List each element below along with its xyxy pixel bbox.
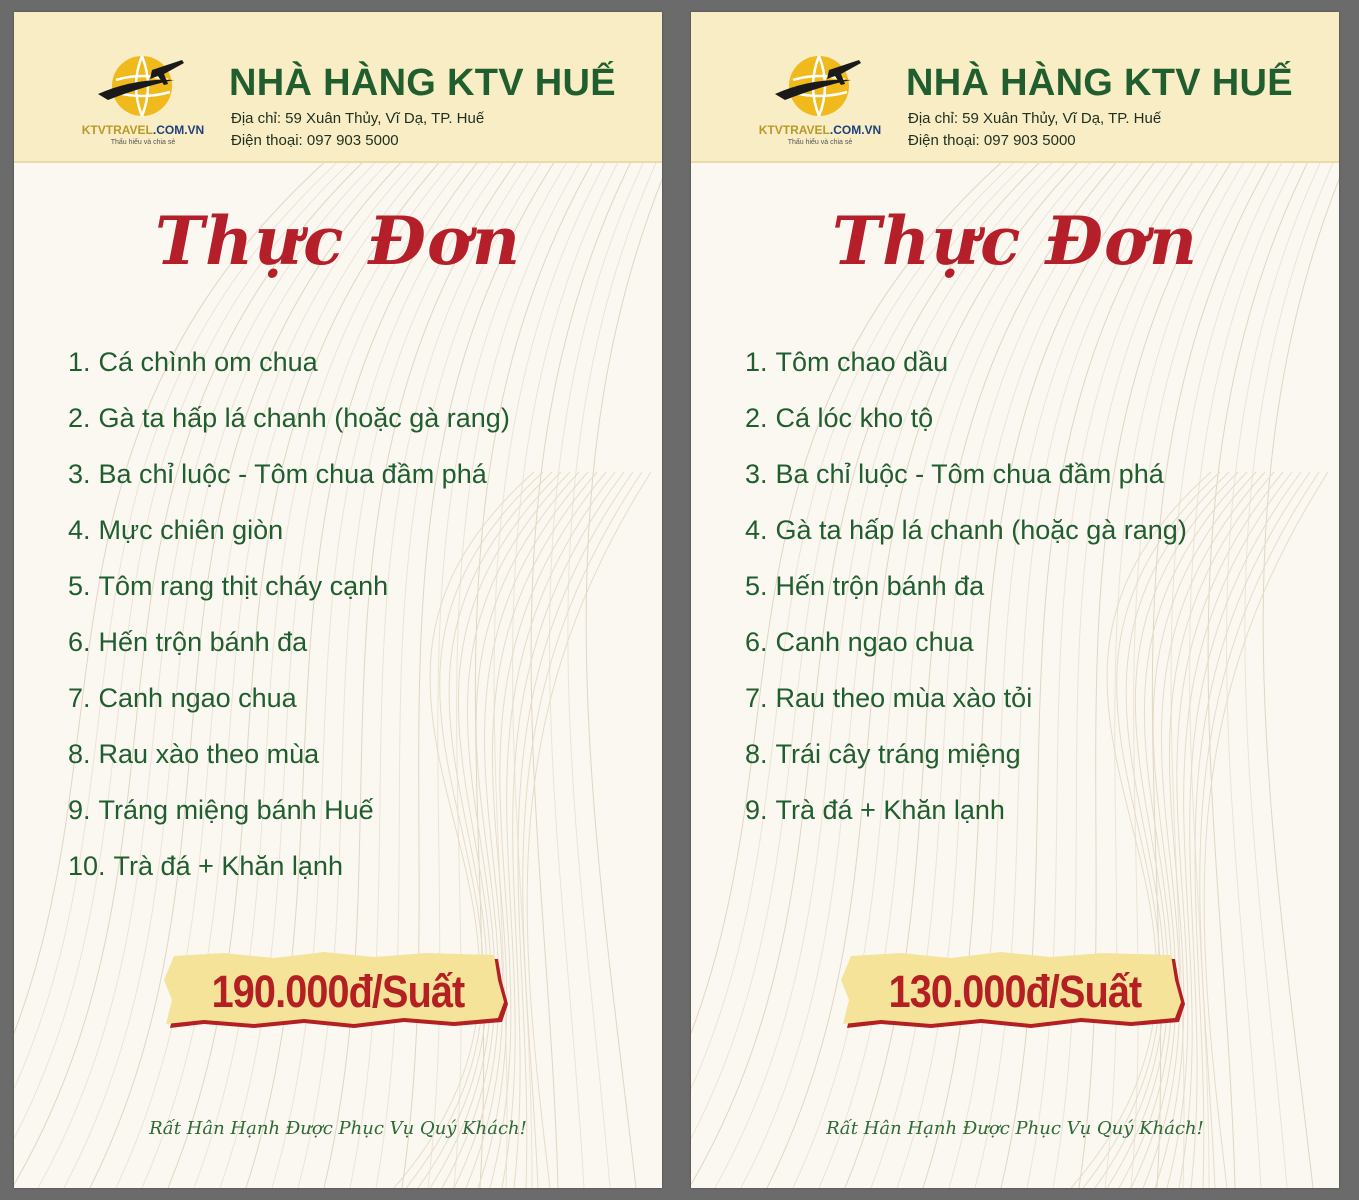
logo-brand-text: KTVTRAVEL bbox=[81, 123, 153, 137]
menu-item bbox=[68, 398, 510, 454]
menu-item-name: Ba chỉ luộc - Tôm chua đầm phá bbox=[775, 459, 1164, 489]
menu-item bbox=[68, 342, 510, 398]
footer-greeting: Rất Hân Hạnh Được Phục Vụ Quý Khách! bbox=[826, 1118, 1204, 1139]
menu-item-number: 8. bbox=[745, 739, 768, 769]
logo-domain-text: .COM.VN bbox=[152, 123, 205, 137]
menu-item-name: Cá chình om chua bbox=[98, 347, 318, 377]
menu-item bbox=[68, 510, 510, 566]
menu-card-1 bbox=[14, 12, 662, 1188]
card-header bbox=[14, 12, 662, 163]
restaurant-name: NHÀ HÀNG KTV HUẾ bbox=[229, 62, 616, 104]
menu-item bbox=[745, 622, 1187, 678]
menu-item-list bbox=[745, 342, 1187, 846]
price-text: 190.000đ/Suất bbox=[211, 966, 465, 1017]
menu-item-name: Cá lóc kho tộ bbox=[775, 403, 934, 433]
restaurant-name: NHÀ HÀNG KTV HUẾ bbox=[906, 62, 1293, 104]
menu-item-name: Trà đá + Khăn lạnh bbox=[113, 851, 343, 881]
menu-title: Thực Đơn bbox=[832, 202, 1198, 280]
menu-item-name: Tôm rang thịt cháy cạnh bbox=[98, 571, 389, 601]
menu-item-number: 6. bbox=[745, 627, 768, 657]
menu-item-name: Trái cây tráng miệng bbox=[775, 739, 1021, 769]
menu-item-name: Rau xào theo mùa bbox=[98, 739, 320, 769]
menu-item-name: Rau theo mùa xào tỏi bbox=[775, 683, 1033, 713]
logo-brand-text: KTVTRAVEL bbox=[758, 123, 830, 137]
menu-item-name: Ba chỉ luộc - Tôm chua đầm phá bbox=[98, 459, 487, 489]
menu-item-number: 6. bbox=[68, 627, 91, 657]
menu-item-name: Canh ngao chua bbox=[98, 683, 297, 713]
price-tag bbox=[164, 952, 512, 1032]
restaurant-phone: Điện thoại: 097 903 5000 bbox=[231, 132, 399, 149]
globe-airplane-icon bbox=[771, 50, 867, 122]
menu-item-list bbox=[68, 342, 510, 902]
menu-item-name: Hến trộn bánh đa bbox=[775, 571, 985, 601]
restaurant-address: Địa chỉ: 59 Xuân Thủy, Vĩ Dạ, TP. Huế bbox=[908, 110, 1162, 127]
menu-item-number: 9. bbox=[68, 795, 91, 825]
menu-item bbox=[745, 454, 1187, 510]
globe-airplane-icon bbox=[94, 50, 190, 122]
menu-item-number: 1. bbox=[68, 347, 91, 377]
menu-item bbox=[745, 510, 1187, 566]
menu-item-number: 5. bbox=[68, 571, 91, 601]
menu-item bbox=[745, 342, 1187, 398]
menu-item-name: Gà ta hấp lá chanh (hoặc gà rang) bbox=[98, 403, 510, 433]
menu-item-number: 8. bbox=[68, 739, 91, 769]
menu-item-number: 1. bbox=[745, 347, 768, 377]
menu-item-number: 2. bbox=[745, 403, 768, 433]
menu-item-name: Mực chiên giòn bbox=[98, 515, 284, 545]
ktv-travel-logo bbox=[68, 50, 218, 150]
menu-item-name: Trà đá + Khăn lạnh bbox=[775, 795, 1005, 825]
menu-item-number: 2. bbox=[68, 403, 91, 433]
menu-item bbox=[68, 790, 510, 846]
logo-tagline: Thấu hiểu và chia sẻ bbox=[110, 139, 176, 146]
menu-item-name: Gà ta hấp lá chanh (hoặc gà rang) bbox=[775, 515, 1187, 545]
menu-item-number: 9. bbox=[745, 795, 768, 825]
menu-item bbox=[745, 678, 1187, 734]
menu-card-2 bbox=[691, 12, 1339, 1188]
menu-item bbox=[68, 454, 510, 510]
restaurant-phone: Điện thoại: 097 903 5000 bbox=[908, 132, 1076, 149]
menu-item bbox=[68, 846, 510, 902]
logo-domain-text: .COM.VN bbox=[829, 123, 882, 137]
card-header bbox=[691, 12, 1339, 163]
menu-title: Thực Đơn bbox=[155, 202, 521, 280]
footer-greeting: Rất Hân Hạnh Được Phục Vụ Quý Khách! bbox=[149, 1118, 527, 1139]
menu-item bbox=[68, 734, 510, 790]
menu-item bbox=[68, 622, 510, 678]
menu-item-name: Canh ngao chua bbox=[775, 627, 974, 657]
menu-item bbox=[745, 790, 1187, 846]
menu-item-number: 3. bbox=[68, 459, 91, 489]
menu-item-number: 3. bbox=[745, 459, 768, 489]
menu-item-name: Tôm chao dầu bbox=[775, 347, 949, 377]
price-text: 130.000đ/Suất bbox=[888, 966, 1142, 1017]
restaurant-address: Địa chỉ: 59 Xuân Thủy, Vĩ Dạ, TP. Huế bbox=[231, 110, 485, 127]
menu-item bbox=[745, 734, 1187, 790]
menu-item-number: 4. bbox=[745, 515, 768, 545]
ktv-travel-logo bbox=[745, 50, 895, 150]
menu-item bbox=[68, 566, 510, 622]
menu-item-number: 10. bbox=[68, 851, 106, 881]
menu-item-number: 7. bbox=[745, 683, 768, 713]
menu-item-number: 4. bbox=[68, 515, 91, 545]
menu-item-number: 5. bbox=[745, 571, 768, 601]
menu-item-name: Hến trộn bánh đa bbox=[98, 627, 308, 657]
price-tag bbox=[841, 952, 1189, 1032]
menu-item bbox=[68, 678, 510, 734]
menu-item-name: Tráng miệng bánh Huế bbox=[98, 795, 374, 825]
menu-item bbox=[745, 566, 1187, 622]
menu-item bbox=[745, 398, 1187, 454]
menu-item-number: 7. bbox=[68, 683, 91, 713]
logo-tagline: Thấu hiểu và chia sẻ bbox=[787, 139, 853, 146]
